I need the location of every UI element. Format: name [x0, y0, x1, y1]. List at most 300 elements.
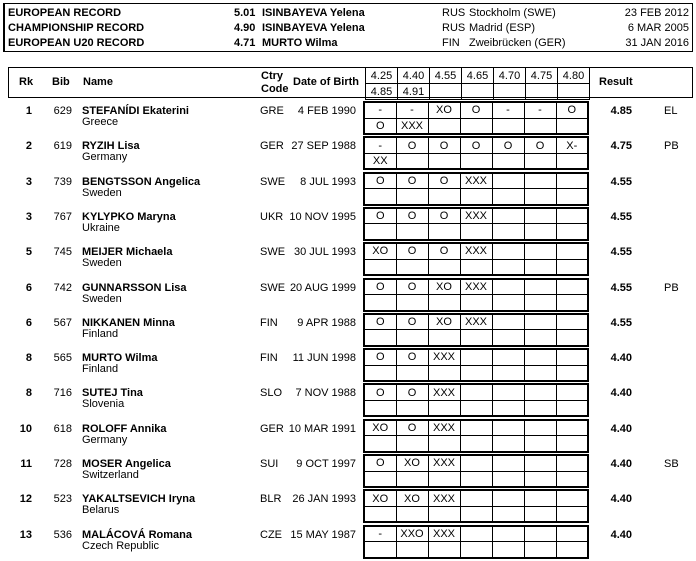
attempt-cell — [492, 259, 524, 275]
record-row — [5, 6, 692, 21]
attempt-cell — [524, 295, 556, 311]
athlete-name: YAKALTSEVICH Iryna — [82, 493, 196, 506]
date-of-birth: 9 APR 1988 — [297, 316, 356, 329]
attempt-cell: - — [492, 102, 524, 118]
attempt-cell — [460, 295, 492, 311]
attempt-cell — [556, 420, 588, 436]
attempt-cell: O — [556, 102, 588, 118]
attempt-cell: O — [396, 349, 428, 365]
athlete-row — [0, 419, 696, 454]
date-of-birth: 11 JUN 1998 — [292, 352, 356, 365]
attempt-cell — [460, 224, 492, 240]
athlete-country: Germany — [82, 433, 128, 446]
height-cell — [430, 84, 462, 100]
attempt-cell — [492, 330, 524, 346]
attempt-cell — [556, 490, 588, 506]
attempt-cell — [556, 365, 588, 381]
attempts-grid — [363, 348, 589, 382]
attempt-cell — [428, 224, 460, 240]
attempt-cell — [364, 224, 396, 240]
attempt-cell: XO — [364, 420, 396, 436]
height-cell — [494, 84, 526, 100]
attempt-cell — [556, 542, 588, 558]
height-cell: 4.80 — [558, 68, 590, 84]
country-code: SWE — [260, 175, 286, 188]
country-code: FIN — [260, 352, 278, 365]
record-label: EUROPEAN U20 RECORD — [8, 37, 145, 49]
record-venue: Zweibrücken (GER) — [469, 37, 566, 49]
attempt-cell — [492, 471, 524, 487]
attempt-cell: XXX — [428, 349, 460, 365]
attempt-cell — [492, 153, 524, 169]
attempt-cell: X- — [556, 137, 588, 153]
attempt-cell: O — [428, 173, 460, 189]
header-code: Code — [261, 83, 289, 95]
attempt-cell — [396, 542, 428, 558]
attempt-cell — [460, 384, 492, 400]
attempt-cell — [396, 436, 428, 452]
attempt-cell — [460, 365, 492, 381]
attempt-cell: XXX — [428, 526, 460, 542]
rank: 3 — [25, 175, 32, 188]
record-label: EUROPEAN RECORD — [8, 7, 122, 19]
athlete-name: MURTO Wilma — [82, 352, 158, 365]
attempt-cell — [524, 224, 556, 240]
attempt-cell: XX — [364, 153, 396, 169]
attempt-cell: O — [364, 314, 396, 330]
athlete-country: Sweden — [82, 186, 122, 199]
attempts-grid — [363, 278, 589, 312]
attempt-cell — [460, 506, 492, 522]
attempt-cell: XXX — [428, 384, 460, 400]
attempt-cell: O — [524, 137, 556, 153]
rank: 12 — [19, 493, 32, 506]
attempts-grid — [363, 313, 589, 347]
attempt-cell: - — [364, 102, 396, 118]
height-cell: 4.70 — [494, 68, 526, 84]
attempts-grid — [363, 101, 589, 135]
country-code: GRE — [260, 105, 284, 117]
attempts-grid — [363, 383, 589, 417]
attempt-cell — [428, 189, 460, 205]
attempt-cell: O — [460, 102, 492, 118]
attempt-cell — [556, 208, 588, 224]
athlete-name: SUTEJ Tina — [82, 387, 143, 400]
attempt-cell — [524, 471, 556, 487]
attempts-grid — [363, 207, 589, 241]
date-of-birth: 20 AUG 1999 — [289, 281, 356, 294]
attempt-cell — [428, 295, 460, 311]
attempt-cell — [492, 506, 524, 522]
rank: 6 — [25, 281, 32, 294]
attempt-cell — [492, 420, 524, 436]
attempt-cell: O — [396, 420, 428, 436]
height-cell: 4.91 — [398, 84, 430, 100]
attempt-cell — [492, 224, 524, 240]
attempt-cell — [492, 384, 524, 400]
attempt-cell: XO — [396, 490, 428, 506]
athlete-row — [0, 101, 696, 136]
athlete-country: Greece — [82, 116, 119, 128]
attempt-cell — [428, 506, 460, 522]
date-of-birth: 7 NOV 1988 — [295, 387, 356, 400]
attempt-cell — [460, 118, 492, 134]
attempt-cell: - — [364, 526, 396, 542]
athlete-country: Switzerland — [82, 469, 139, 481]
date-of-birth: 9 OCT 1997 — [296, 458, 356, 470]
attempt-cell: O — [364, 384, 396, 400]
bib: 767 — [53, 210, 72, 223]
attempt-cell — [556, 384, 588, 400]
attempt-cell — [396, 189, 428, 205]
athlete-name: MEIJER Michaela — [82, 246, 173, 259]
date-of-birth: 8 JUL 1993 — [300, 175, 356, 188]
record-date: 31 JAN 2016 — [625, 37, 689, 49]
country-code: CZE — [260, 528, 282, 541]
athlete-row — [0, 525, 696, 560]
record-row — [5, 36, 692, 51]
attempt-cell: O — [428, 208, 460, 224]
attempt-cell — [396, 365, 428, 381]
attempt-cell — [524, 279, 556, 295]
attempt-cell — [364, 189, 396, 205]
attempt-cell: O — [428, 137, 460, 153]
attempt-cell — [492, 189, 524, 205]
athlete-row — [0, 172, 696, 207]
attempt-cell — [556, 506, 588, 522]
attempt-cell: O — [364, 118, 396, 134]
attempt-cell — [364, 365, 396, 381]
result: 4.40 — [610, 387, 632, 400]
country-code: GER — [260, 422, 284, 435]
attempt-cell: XXX — [428, 490, 460, 506]
rank: 11 — [20, 458, 32, 470]
athlete-row — [0, 313, 696, 348]
date-of-birth: 10 MAR 1991 — [288, 422, 356, 435]
attempt-cell — [524, 189, 556, 205]
attempt-cell: XXX — [460, 173, 492, 189]
attempt-cell — [428, 153, 460, 169]
attempt-cell — [524, 420, 556, 436]
bib: 618 — [53, 422, 72, 435]
country-code: SUI — [260, 458, 279, 470]
record-athlete: MURTO Wilma — [262, 37, 338, 49]
height-cell: 4.65 — [462, 68, 494, 84]
date-of-birth: 27 SEP 1988 — [291, 140, 356, 153]
heights-header — [365, 67, 590, 100]
attempt-cell — [524, 436, 556, 452]
record-athlete: ISINBAYEVA Yelena — [262, 22, 365, 34]
attempt-cell — [492, 526, 524, 542]
record-venue: Stockholm (SWE) — [469, 7, 556, 19]
attempt-cell — [492, 295, 524, 311]
attempt-cell — [492, 542, 524, 558]
record-date: 6 MAR 2005 — [627, 22, 689, 34]
attempt-cell: O — [460, 137, 492, 153]
attempt-cell — [556, 243, 588, 259]
attempt-cell — [556, 471, 588, 487]
record-venue: Madrid (ESP) — [469, 22, 536, 34]
attempt-cell — [396, 259, 428, 275]
attempt-cell — [524, 490, 556, 506]
attempt-cell — [556, 295, 588, 311]
attempt-cell — [524, 542, 556, 558]
athlete-country: Czech Republic — [82, 539, 160, 552]
athlete-name: GUNNARSSON Lisa — [82, 281, 187, 294]
attempt-cell — [524, 259, 556, 275]
record-country: FIN — [442, 37, 460, 49]
attempt-cell — [556, 349, 588, 365]
height-cell: 4.85 — [366, 84, 398, 100]
attempt-cell — [524, 506, 556, 522]
height-cell — [558, 84, 590, 100]
record-note: PB — [664, 281, 679, 294]
record-label: CHAMPIONSHIP RECORD — [8, 22, 145, 34]
record-country: RUS — [442, 22, 466, 34]
attempt-cell — [364, 295, 396, 311]
athlete-country: Belarus — [82, 504, 120, 517]
result: 4.40 — [610, 422, 632, 435]
result: 4.55 — [610, 316, 632, 329]
rank: 2 — [25, 140, 32, 153]
header-result: Result — [599, 76, 633, 88]
height-cell: 4.75 — [526, 68, 558, 84]
attempt-cell — [556, 314, 588, 330]
attempt-cell — [492, 365, 524, 381]
attempt-cell: O — [396, 208, 428, 224]
athlete-name: STEFANÍDI Ekaterini — [82, 105, 189, 117]
attempt-cell — [492, 279, 524, 295]
attempt-cell — [556, 259, 588, 275]
attempt-cell — [492, 173, 524, 189]
record-row — [5, 21, 692, 36]
attempt-cell — [492, 400, 524, 416]
attempt-cell — [460, 189, 492, 205]
attempt-cell — [460, 526, 492, 542]
country-code: BLR — [260, 493, 282, 506]
attempt-cell: XXO — [396, 526, 428, 542]
height-cell: 4.40 — [398, 68, 430, 84]
attempt-cell — [460, 436, 492, 452]
result: 4.40 — [610, 458, 632, 470]
height-cell — [462, 84, 494, 100]
attempt-cell — [364, 259, 396, 275]
attempt-cell — [524, 384, 556, 400]
country-code: GER — [260, 140, 284, 153]
attempt-cell: O — [396, 384, 428, 400]
attempt-cell — [364, 542, 396, 558]
attempt-cell: XXX — [460, 314, 492, 330]
date-of-birth: 30 JUL 1993 — [294, 246, 356, 259]
athlete-row — [0, 348, 696, 383]
bib: 629 — [53, 105, 72, 117]
bib: 745 — [53, 246, 72, 259]
attempt-cell — [460, 330, 492, 346]
attempt-cell: O — [364, 208, 396, 224]
attempt-cell — [396, 295, 428, 311]
attempt-cell: XO — [428, 279, 460, 295]
athlete-name: MOSER Angelica — [82, 458, 171, 470]
athlete-row — [0, 207, 696, 242]
attempt-cell — [460, 349, 492, 365]
bib: 728 — [53, 458, 72, 470]
record-note: PB — [664, 140, 679, 153]
record-mark: 4.90 — [234, 22, 256, 34]
header-dob: Date of Birth — [293, 76, 359, 88]
athlete-country: Germany — [82, 151, 128, 164]
athlete-country: Ukraine — [82, 221, 120, 234]
attempt-cell — [460, 153, 492, 169]
attempt-cell — [460, 259, 492, 275]
attempt-cell: XXX — [396, 118, 428, 134]
attempt-cell — [428, 118, 460, 134]
athlete-country: Finland — [82, 327, 119, 340]
date-of-birth: 15 MAY 1987 — [290, 528, 356, 541]
attempt-cell — [428, 259, 460, 275]
attempt-cell: XXX — [460, 243, 492, 259]
attempt-cell — [492, 490, 524, 506]
result: 4.40 — [610, 528, 632, 541]
athlete-country: Sweden — [82, 292, 122, 305]
attempt-cell — [460, 542, 492, 558]
attempt-cell — [460, 471, 492, 487]
rank: 10 — [19, 422, 32, 435]
attempt-cell — [428, 365, 460, 381]
attempt-cell — [524, 526, 556, 542]
attempt-cell: O — [396, 279, 428, 295]
attempt-cell — [556, 118, 588, 134]
attempts-grid — [363, 136, 589, 170]
attempt-cell — [460, 400, 492, 416]
athlete-row — [0, 454, 696, 489]
attempt-cell: XO — [364, 490, 396, 506]
results-header — [8, 67, 693, 98]
attempt-cell — [524, 118, 556, 134]
attempt-cell — [428, 400, 460, 416]
attempt-cell: O — [364, 173, 396, 189]
attempt-cell — [396, 400, 428, 416]
athlete-name: NIKKANEN Minna — [82, 316, 175, 329]
athlete-country: Slovenia — [82, 398, 125, 411]
attempts-grid — [363, 172, 589, 206]
attempt-cell — [460, 420, 492, 436]
attempt-cell — [556, 173, 588, 189]
country-code: SWE — [260, 281, 286, 294]
bib: 567 — [53, 316, 72, 329]
attempt-cell: XO — [428, 314, 460, 330]
attempt-cell: XXX — [460, 208, 492, 224]
rank: 6 — [25, 316, 32, 329]
athlete-name: MALÁCOVÁ Romana — [82, 528, 193, 541]
attempt-cell — [492, 436, 524, 452]
attempt-cell — [556, 400, 588, 416]
attempt-cell — [396, 471, 428, 487]
attempt-cell — [396, 330, 428, 346]
attempt-cell: XO — [428, 102, 460, 118]
record-note: EL — [664, 105, 678, 117]
bib: 619 — [53, 140, 72, 153]
attempt-cell — [428, 542, 460, 558]
attempt-cell — [364, 400, 396, 416]
attempt-cell: O — [364, 279, 396, 295]
attempt-cell — [524, 314, 556, 330]
attempt-cell — [396, 224, 428, 240]
attempt-cell: O — [364, 349, 396, 365]
attempt-cell — [364, 471, 396, 487]
bib: 739 — [53, 175, 72, 188]
attempt-cell — [396, 506, 428, 522]
bib: 742 — [53, 281, 72, 294]
athlete-name: KYLYPKO Maryna — [82, 210, 176, 223]
height-cell — [526, 84, 558, 100]
result: 4.40 — [610, 352, 632, 365]
attempt-cell — [556, 279, 588, 295]
attempt-cell: - — [364, 137, 396, 153]
records-box — [3, 3, 693, 52]
attempt-cell: O — [364, 455, 396, 471]
attempt-cell — [524, 330, 556, 346]
attempt-cell: XXX — [428, 455, 460, 471]
attempt-cell — [492, 314, 524, 330]
attempt-cell — [396, 153, 428, 169]
athlete-country: Finland — [82, 363, 119, 376]
attempt-cell — [428, 330, 460, 346]
attempt-cell — [556, 436, 588, 452]
attempt-cell — [524, 349, 556, 365]
bib: 536 — [53, 528, 72, 541]
attempt-cell — [364, 330, 396, 346]
attempt-cell: XO — [396, 455, 428, 471]
athlete-name: ROLOFF Annika — [82, 422, 167, 435]
attempts-grid — [363, 489, 589, 523]
attempt-cell: O — [428, 243, 460, 259]
result: 4.85 — [610, 105, 632, 117]
country-code: SWE — [260, 246, 286, 259]
attempt-cell — [556, 526, 588, 542]
attempt-cell — [524, 153, 556, 169]
athlete-row — [0, 136, 696, 171]
attempt-cell — [524, 365, 556, 381]
attempt-cell — [556, 330, 588, 346]
athlete-name: RYZIH Lisa — [82, 140, 140, 153]
attempt-cell — [524, 243, 556, 259]
bib: 565 — [53, 352, 72, 365]
attempt-cell: - — [524, 102, 556, 118]
result: 4.40 — [610, 493, 632, 506]
attempt-cell — [492, 349, 524, 365]
header-ctry: Ctry — [261, 70, 284, 82]
header-name: Name — [83, 76, 113, 88]
attempt-cell: O — [396, 137, 428, 153]
attempt-cell — [524, 455, 556, 471]
record-athlete: ISINBAYEVA Yelena — [262, 7, 365, 19]
athlete-row — [0, 383, 696, 418]
attempt-cell: O — [396, 243, 428, 259]
record-mark: 5.01 — [234, 7, 256, 19]
attempt-cell: XXX — [428, 420, 460, 436]
attempt-cell: O — [396, 173, 428, 189]
result: 4.75 — [610, 140, 632, 153]
attempts-grid — [363, 454, 589, 488]
attempt-cell — [364, 506, 396, 522]
attempt-cell — [492, 455, 524, 471]
header-bib: Bib — [52, 76, 70, 88]
date-of-birth: 10 NOV 1995 — [289, 210, 356, 223]
athlete-row — [0, 489, 696, 524]
rank: 1 — [25, 105, 32, 117]
attempts-grid — [363, 242, 589, 276]
attempt-cell — [556, 189, 588, 205]
